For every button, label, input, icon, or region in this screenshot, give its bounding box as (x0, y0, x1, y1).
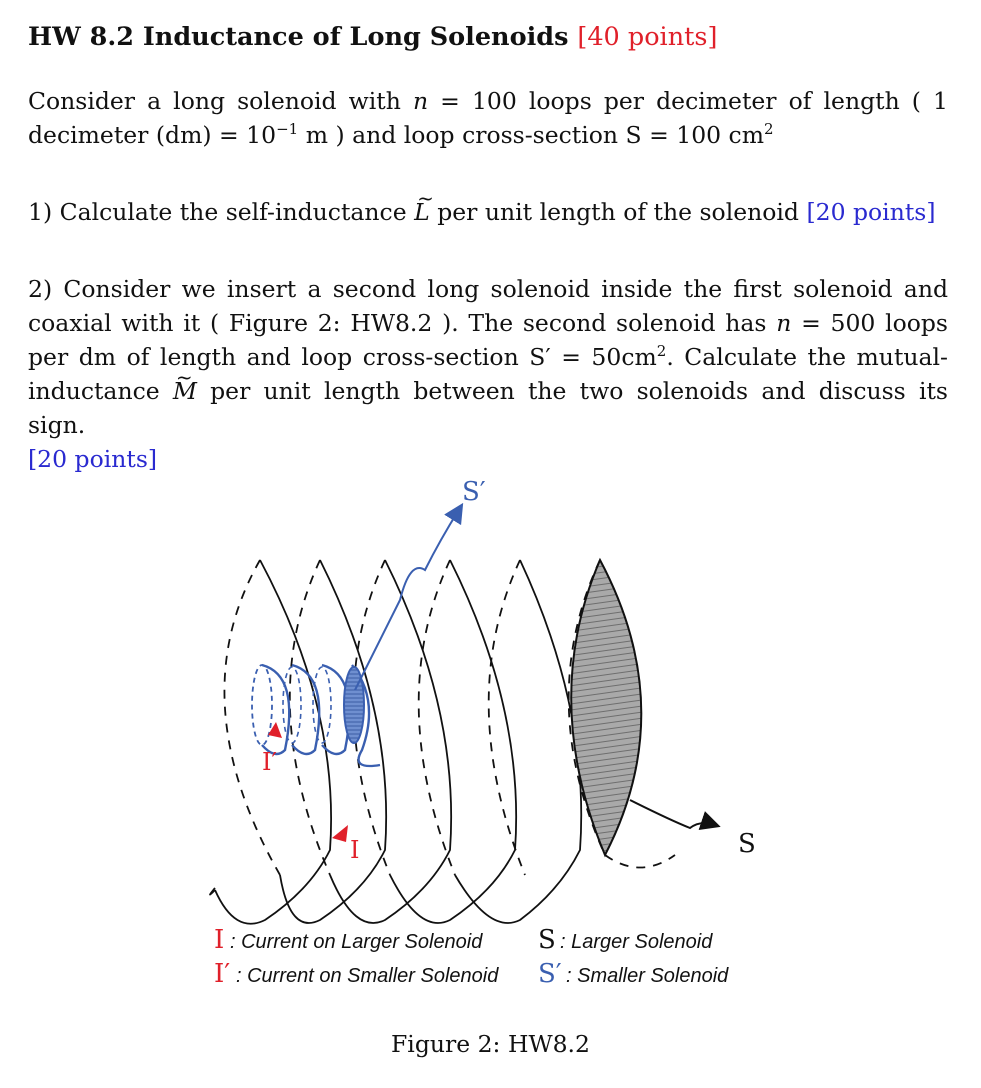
large-loop-1 (215, 560, 331, 924)
intro-n-symbol: n (412, 87, 429, 115)
q2-text-c: . Calculate the mutual-inductance (28, 343, 948, 405)
solenoid-figure (0, 460, 981, 1020)
large-loop-3 (330, 560, 451, 923)
question-2 (28, 272, 948, 476)
large-loop-6-tail (605, 855, 675, 868)
title-text: HW 8.2 Inductance of Long Solenoids (28, 22, 569, 52)
q2-n-symbol: n (776, 309, 792, 337)
q2-text-b: = 500 loops per dm of length and loop cross-section S′ = 50cm (28, 309, 948, 371)
question-1 (28, 195, 958, 229)
legend-s-text: : Larger Solenoid (560, 931, 713, 953)
legend-s-prime-text: : Smaller Solenoid (566, 965, 729, 987)
intro-exponent: −1 (276, 120, 299, 139)
legend-i-text: : Current on Larger Solenoid (230, 931, 483, 953)
figure-caption: Figure 2: HW8.2 (391, 1030, 590, 1058)
figure-legend (214, 925, 729, 989)
title-points: [40 points] (577, 22, 718, 52)
intro-text-1: Consider a long solenoid with (28, 87, 401, 115)
intro-paragraph (28, 84, 948, 152)
s-prime-arrow-icon (355, 508, 460, 690)
q1-symbol: ~ L (414, 195, 430, 229)
intro-text-3: m ) and loop cross-section S = 100 cm (305, 121, 765, 149)
intro-exponent-2: 2 (764, 120, 774, 139)
q2-text-d: per unit length between the two solenoids and discuss its sign. (28, 377, 948, 439)
legend-s-prime-symbol: S′ (538, 959, 562, 989)
legend-i-prime-text: : Current on Smaller Solenoid (236, 965, 499, 987)
q1-points: [20 points] (806, 198, 936, 226)
s-arrow-icon (630, 800, 715, 828)
q2-symbol: ~ M (173, 374, 197, 408)
q2-exponent: 2 (656, 342, 667, 361)
label-s-prime: S′ (462, 477, 486, 507)
problem-title (28, 22, 717, 52)
label-i: I (350, 836, 360, 864)
current-i-arrow-icon (332, 825, 348, 842)
legend-s-symbol: S (538, 925, 556, 955)
label-i-prime: I′ (262, 748, 277, 776)
intro-text-2: = 100 loops per decimeter of length ( 1 decimeter (dm) = 10 (28, 87, 948, 149)
q1-text-b: per unit length of the solenoid (437, 198, 799, 226)
q1-text-a: 1) Calculate the self-inductance (28, 198, 407, 226)
legend-i-symbol: I (214, 925, 225, 955)
large-loop-2 (280, 560, 386, 923)
legend-i-prime-symbol: I′ (214, 959, 231, 989)
q2-points: [20 points] (28, 445, 158, 473)
label-s: S (738, 829, 756, 859)
q2-text-a: 2) Consider we insert a second long solenoid inside the first solenoid and coaxial with it ( Figure 2: HW8.2 ). The second solenoid has (28, 275, 948, 337)
